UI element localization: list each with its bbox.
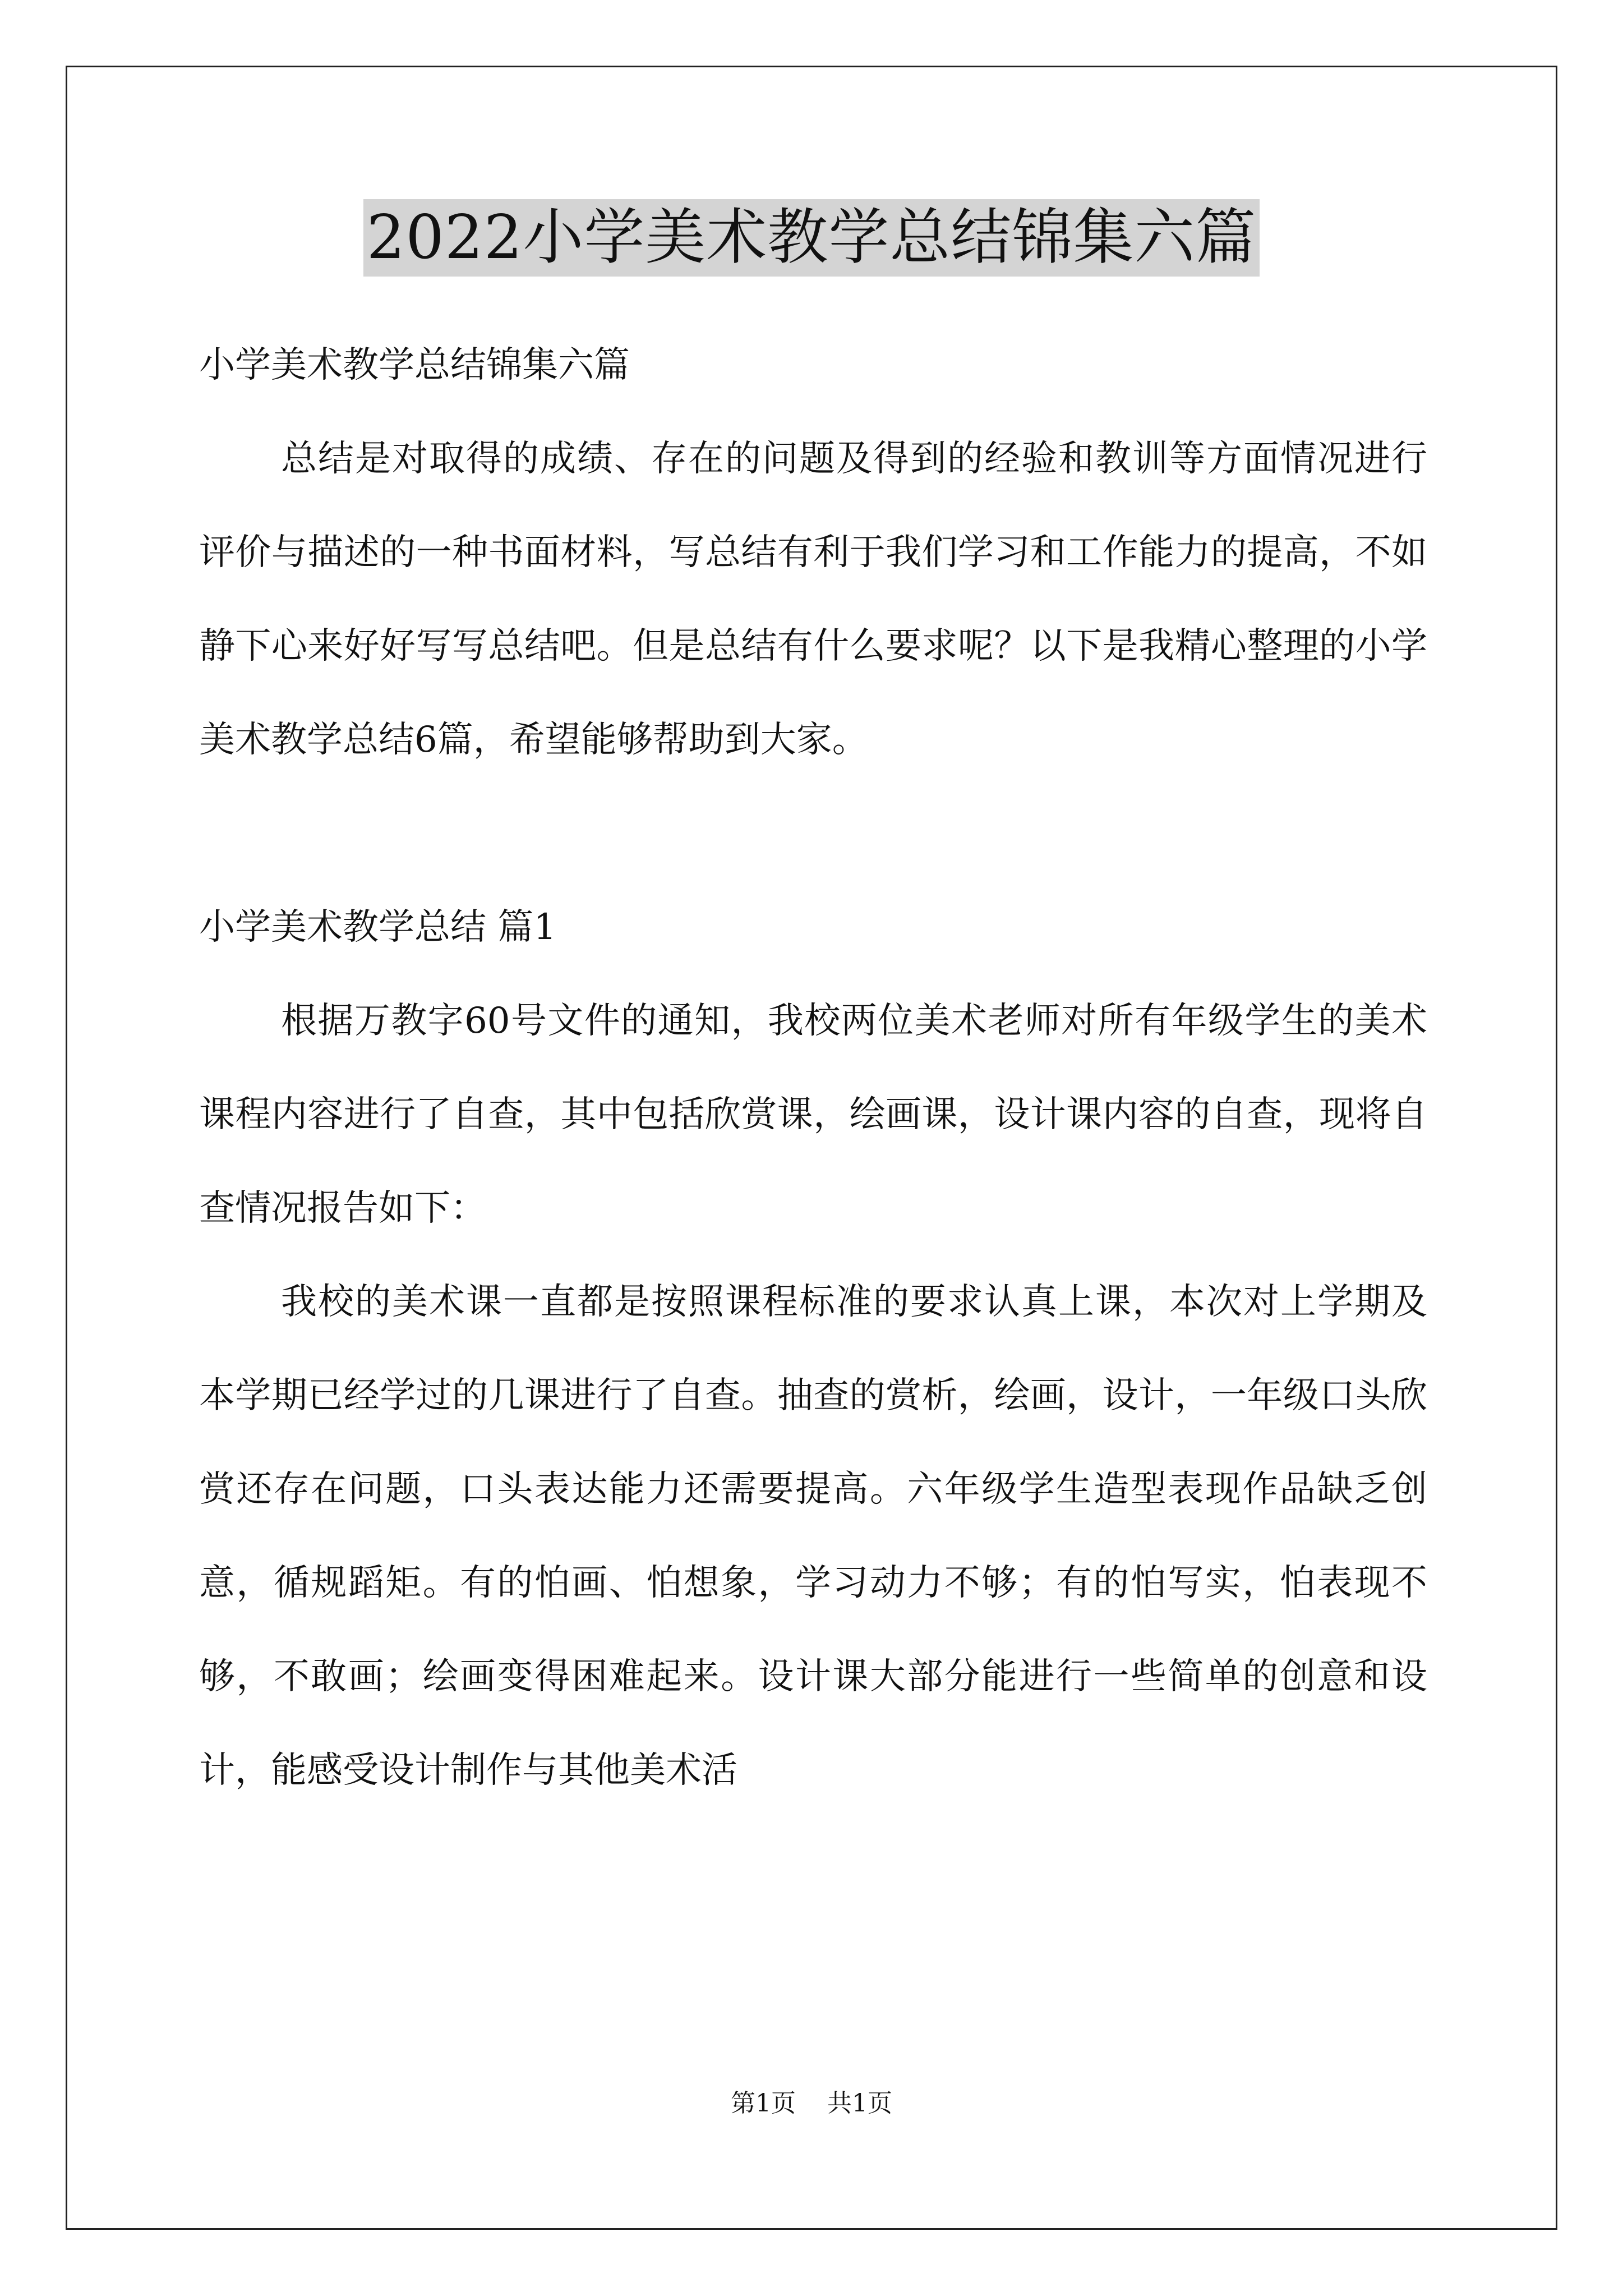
document-subtitle: 小学美术教学总结锦集六篇 [199, 344, 630, 386]
body-paragraph: 我校的美术课一直都是按照课程标准的要求认真上课，本次对上学期及本学期已经学过的几课进行了自查。抽查的赏析，绘画，设计，一年级口头欣赏还存在问题，口头表达能力还需要提高。六年级学生造型表现作品缺乏创意，循规蹈矩。有的怕画、怕想象，学习动力不够；有的怕写实，怕表现不够，不敢画；绘画变得困难起来。设计课大部分能进行一些简单的创意和设计，能感受设计制作与其他美术活 [199, 1281, 1427, 1791]
title-block [0, 199, 1623, 277]
document-title: 2022小学美术教学总结锦集六篇 [363, 199, 1260, 277]
body-paragraph: 根据万教字60号文件的通知，我校两位美术老师对所有年级学生的美术课程内容进行了自查，其中包括欣赏课，绘画课，设计课内容的自查，现将自查情况报告如下： [199, 1000, 1427, 1229]
page-total: 共1页 [827, 2089, 892, 2118]
page-number: 第1页 [731, 2089, 796, 2118]
document-body [199, 319, 1427, 1818]
section-spacer [199, 787, 1427, 881]
page-footer [0, 2087, 1623, 2120]
intro-paragraph: 总结是对取得的成绩、存在的问题及得到的经验和教训等方面情况进行评价与描述的一种书面材料，写总结有利于我们学习和工作能力的提高，不如静下心来好好写写总结吧。但是总结有什么要求呢？以下是我精心整理的小学美术教学总结6篇，希望能够帮助到大家。 [199, 438, 1427, 761]
section-heading: 小学美术教学总结 篇1 [199, 907, 557, 948]
